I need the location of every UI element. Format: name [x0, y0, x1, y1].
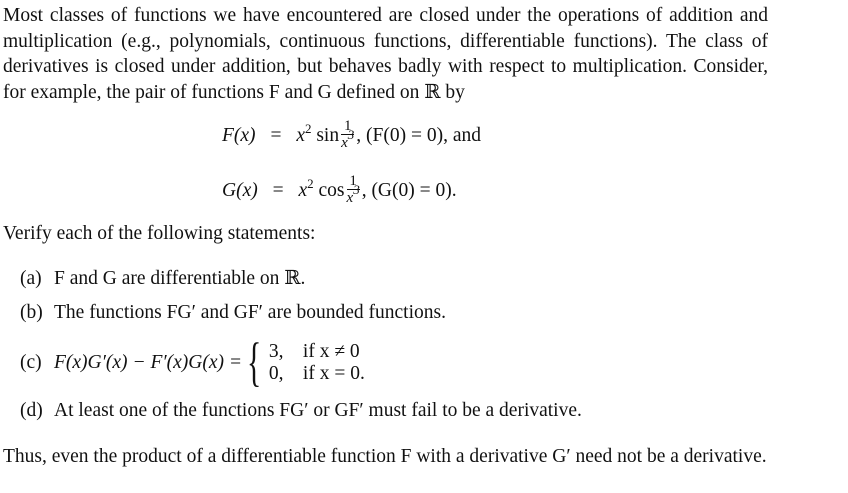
item-d-label: (d): [20, 400, 43, 421]
verify-line: Verify each of the following statements:: [3, 223, 316, 244]
eq1-fraction: [341, 118, 354, 151]
eq1-num: 1: [341, 118, 354, 135]
item-b-text: The functions FG′ and GF′ are bounded functions.: [54, 302, 446, 323]
eq1-equals: =: [270, 124, 282, 146]
equation-g: [222, 175, 457, 208]
case1-value: 3,: [268, 341, 284, 362]
eq1-lhs: F(x): [222, 124, 256, 146]
eq2-lhs: G(x): [222, 179, 258, 201]
eq1-pow: 2: [304, 120, 312, 136]
eq2-den: x: [346, 190, 354, 206]
case2-condition: if x = 0.: [302, 363, 365, 384]
item-c-lhs: F(x)G′(x) − F′(x)G(x) =: [54, 352, 243, 373]
left-brace: {: [246, 332, 262, 392]
item-a-label: (a): [20, 268, 42, 289]
eq1-fn: sin: [316, 124, 340, 146]
intro-paragraph: Most classes of functions we have encountered are closed under the operations of addition and multiplication (e.g., polynomials, continuous functions, differentiable functions). The class of derivatives is closed under addition, but behaves badly with respect to multiplication. Consider, for example, the pair of functions F and G defined on ℝ by: [3, 5, 768, 103]
eq2-fn: cos: [318, 179, 345, 201]
item-c: [20, 332, 365, 392]
case1-condition: if x ≠ 0: [302, 341, 360, 362]
case-row-2: [269, 363, 365, 385]
eq2-pow: 2: [307, 175, 314, 191]
item-c-label: (c): [20, 352, 42, 373]
item-a-text: F and G are differentiable on ℝ.: [54, 268, 306, 289]
item-b: [20, 302, 446, 324]
item-d: [20, 400, 582, 422]
case2-value: 0,: [268, 363, 284, 384]
eq2-num: 1: [347, 173, 360, 190]
eq1-tail: , (F(0) = 0), and: [356, 124, 482, 146]
item-d-text: At least one of the functions FG′ or GF′ must fail to be a derivative.: [54, 400, 582, 421]
eq1-pre: x: [296, 124, 305, 146]
item-a: [20, 266, 305, 290]
eq2-equals: =: [272, 179, 284, 201]
conclusion-paragraph: Thus, even the product of a differentiable function F with a derivative G′ need not be a derivative.: [3, 446, 767, 467]
eq1-den: x: [341, 135, 348, 151]
case-row-1: [269, 341, 365, 363]
eq2-tail: , (G(0) = 0).: [361, 179, 457, 201]
equation-f: [222, 120, 481, 153]
piecewise-cases: [246, 332, 365, 392]
eq2-fraction: [347, 173, 360, 206]
eq2-denpow: 3: [353, 182, 360, 197]
item-b-label: (b): [20, 302, 43, 323]
eq2-pre: x: [298, 179, 308, 201]
eq1-denpow: 3: [347, 127, 355, 142]
